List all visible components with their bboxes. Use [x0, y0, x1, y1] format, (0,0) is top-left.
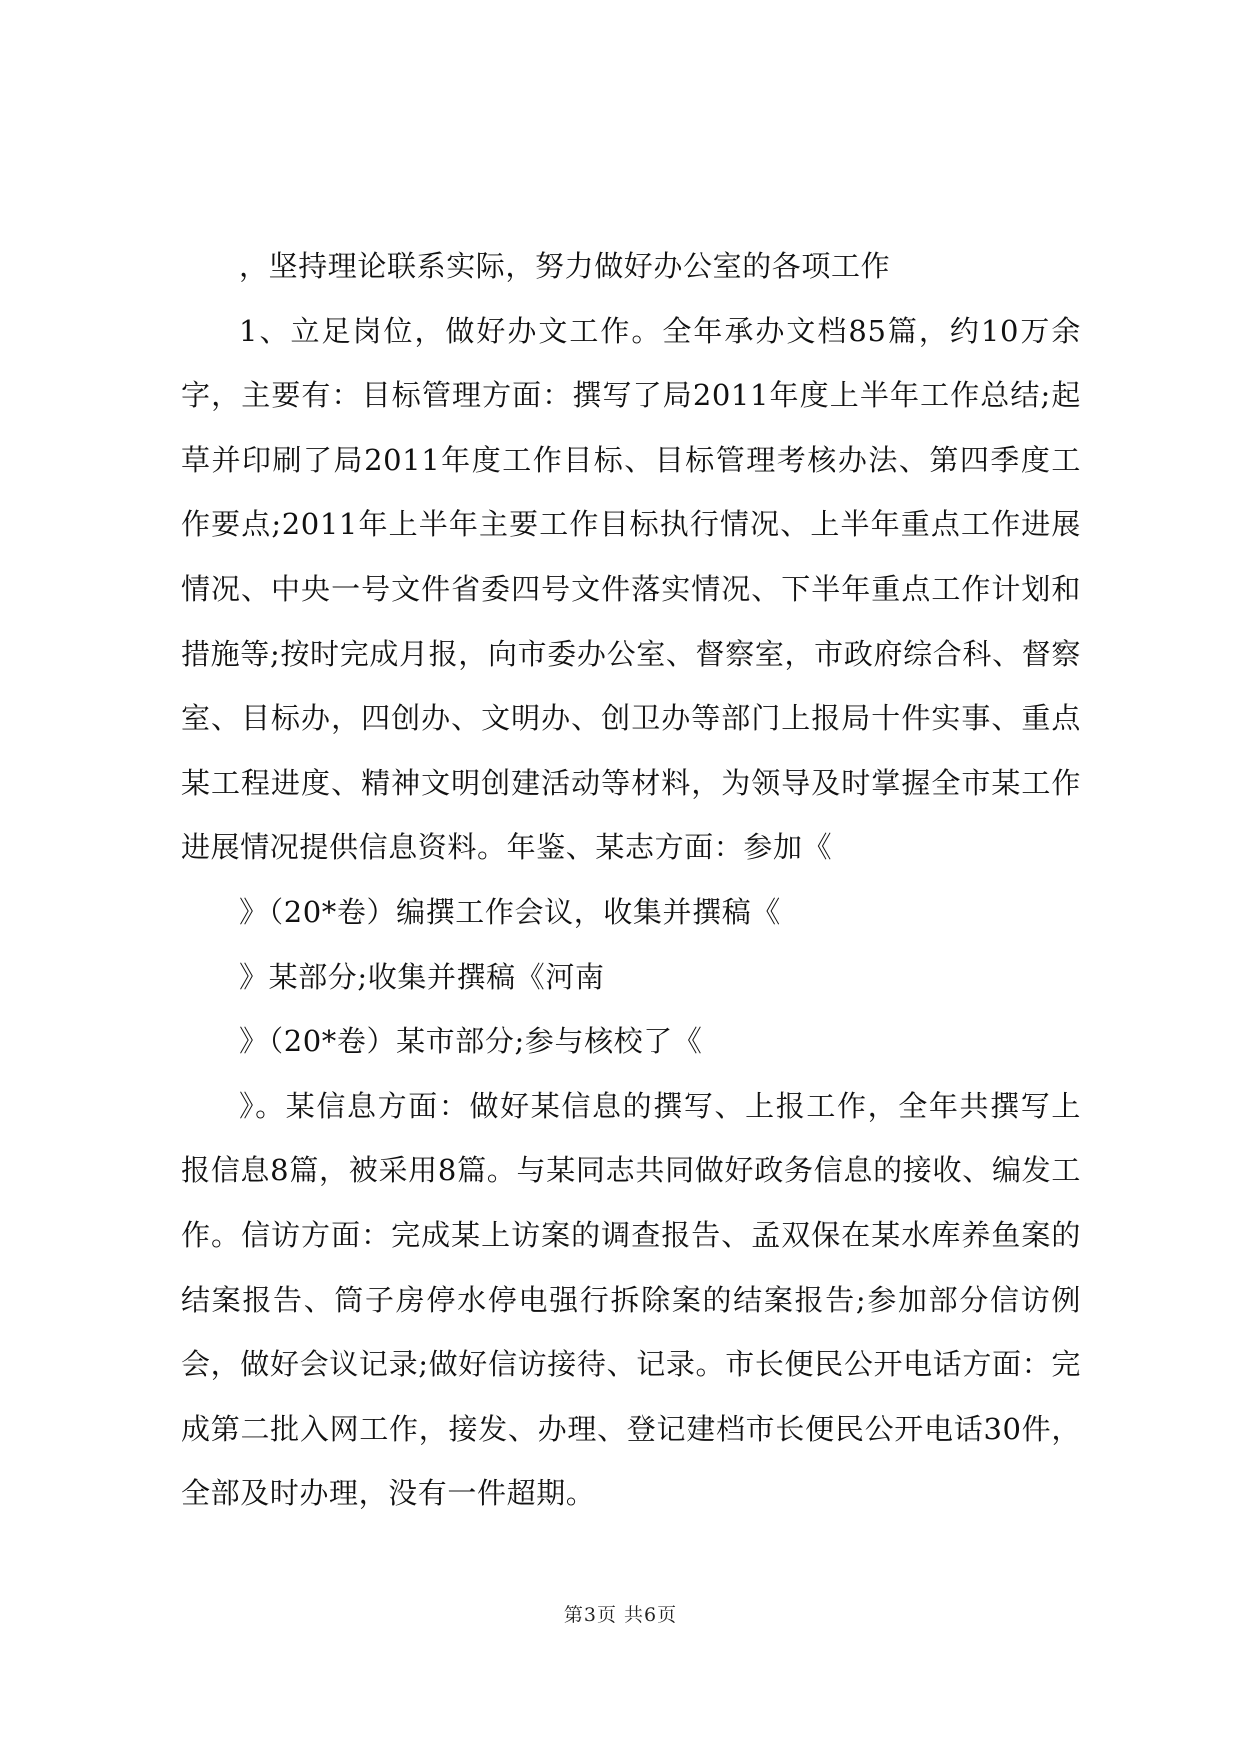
- paragraph-2: 1、立足岗位，做好办文工作。全年承办文档85篇，约10万余字，主要有：目标管理方面：撰写了局2011年度上半年工作总结;起草并印刷了局2011年度工作目标、目标管理考核办法、第四季度工作要点;2011年上半年主要工作目标执行情况、上半年重点工作进展情况、中央一号文件省委四号文件落实情况、下半年重点工作计划和措施等;按时完成月报，向市委办公室、督察室，市政府综合科、督察室、目标办，四创办、文明办、创卫办等部门上报局十件实事、重点某工程进度、精神文明创建活动等材料，为领导及时掌握全市某工作进展情况提供信息资料。年鉴、某志方面：参加《: [181, 313, 1081, 865]
- page-number-footer: 第3页 共6页: [563, 1604, 678, 1626]
- document-body: [181, 234, 1081, 1526]
- paragraph-1: ，坚持理论联系实际，努力做好办公室的各项工作: [239, 249, 891, 283]
- paragraph-6: 》。某信息方面：做好某信息的撰写、上报工作，全年共撰写上报信息8篇，被采用8篇。与某同志共同做好政务信息的接收、编发工作。信访方面：完成某上访案的调查报告、孟双保在某水库养鱼案的结案报告、筒子房停水停电强行拆除案的结案报告;参加部分信访例会，做好会议记录;做好信访接待、记录。市长便民公开电话方面：完成第二批入网工作，接发、办理、登记建档市长便民公开电话30件，全部及时办理，没有一件超期。: [181, 1088, 1081, 1511]
- paragraph-3: 》（20*卷）编撰工作会议，收集并撰稿《: [239, 894, 781, 929]
- paragraph-5: 》（20*卷）某市部分;参与核校了《: [239, 1024, 703, 1059]
- paragraph-4: 》某部分;收集并撰稿《河南: [239, 959, 605, 994]
